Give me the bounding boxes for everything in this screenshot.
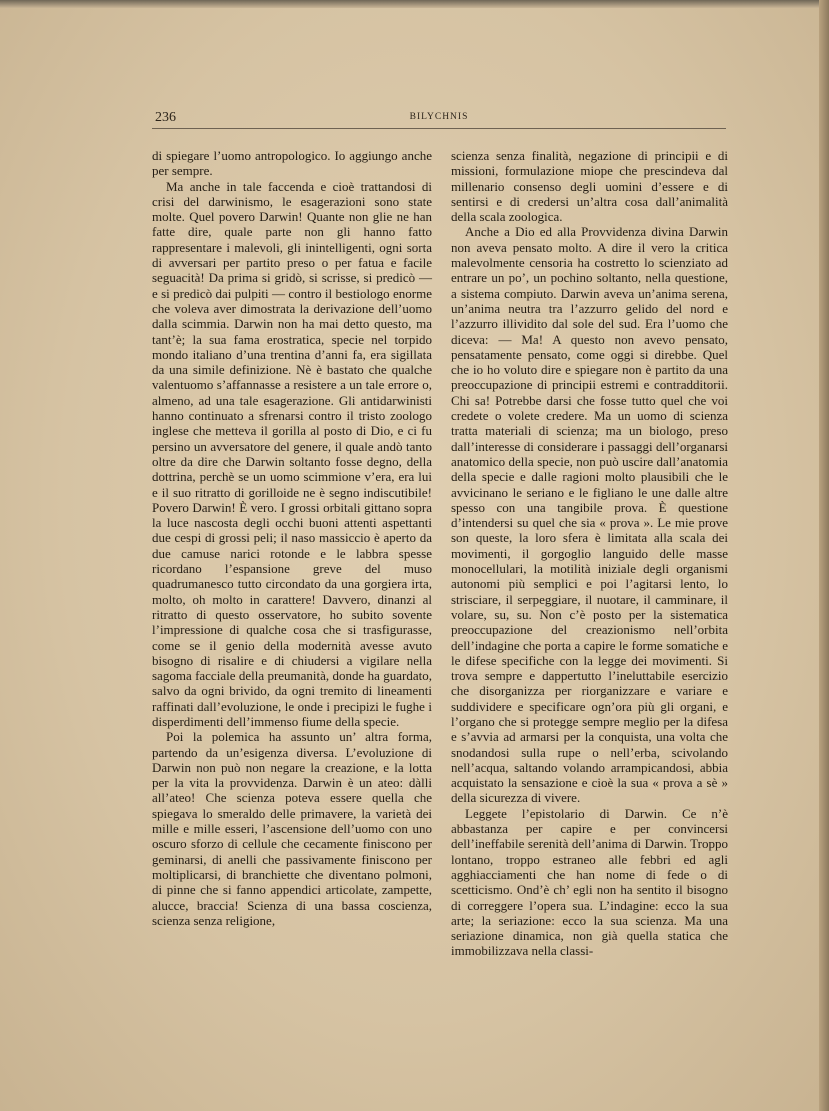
running-title: BILYCHNIS (409, 112, 469, 122)
paragraph: scienza senza finalità, negazione di principii e di missioni, formulazione miope che prescindeva dal millenario consenso degli uomini d’essere e di sentirsi e di credersi un’altra cosa dall’animalità della scala zoologica. (451, 148, 728, 225)
paragraph: Poi la polemica ha assunto un’ altra forma, partendo da un’esigenza diversa. L’evoluzione di Darwin non può non negare la creazione, e la lotta per la vita la provvidenza. Darwin è un ateo: dàlli all’ateo! Che scienza poteva essere quella che spiegava lo smeraldo delle primavere, la varietà dei mille e mille esseri, l’ascensione dell’uomo con uno oscuro sforzo di cellule che cecamente finiscono per geminarsi, di anelli che passivamente finiscono per moltiplicarsi, di branchiette che diventano polmoni, di pinne che si fanno appendici articolate, zampette, alucce, braccia! Scienza di una bassa coscienza, scienza senza religione, (152, 729, 432, 928)
paragraph: di spiegare l’uomo antropologico. Io aggiungo anche per sempre. (152, 148, 432, 179)
paragraph: Ma anche in tale faccenda e cioè trattandosi di crisi del darwinismo, le esagerazioni sono state molte. Quel povero Darwin! Quante non glie ne han fatte dire, quale parte non gli hanno fatto rappresentare i malevoli, gli inintelligenti, ogni sorta di avversari per partito preso o per fatua e facile seguacità! Da prima si gridò, si scrisse, si predicò — e si predicò dai pulpiti — contro il bestiologo enorme che voleva aver dimostrata la derivazione dell’uomo dalla scimmia. Darwin non ha mai detto questo, ma tant’è; la sua fama erostratica, specie nel torpido mondo italiano d’una trentina d’anni fa, era sigillata da una simile definizione. Nè è bastato che qualche valentuomo s’affannasse a resistere a un tale errore o, almeno, ad una tale esagerazione. Gli antidarwinisti hanno continuato a sfrenarsi contro il tristo zoologo inglese che metteva il gorilla al posto di Dio, e ci fu persino un avversatore del genere, il quale andò tanto oltre da dire che Darwin soltanto fosse degno, della dottrina, perchè se un uomo scimmione v’era, era lui e il suo ritratto di gorilloide ne è segno indiscutibile! Povero Darwin! È vero. I grossi orbitali gittano sopra la luce nascosta degli occhi buoni attenti aspettanti due cespi di grossi peli; il naso massiccio è aperto da due camuse narici rotonde e le labbra spesse ricordano l’espansione greve del muso quadrumanesco tutto circondato da una gorgiera irta, molto, oh molto in carattere! Davvero, dinanzi al ritratto di questo osservatore, ho subito sovente l’impressione di qualche cosa che si trasfigurasse, come se il genio della modernità avesse avuto bisogno di risalire e di chiudersi a vigilare nella sagoma facciale della preumanità, donde ha guardato, salvo da ogni brivido, da ogni tremito di lineamenti raffinati dall’evoluzione, le onde i precipizi le fughe i disperdimenti dell’immenso fiume della specie. (152, 178, 432, 729)
page-header (152, 110, 726, 129)
paragraph: Leggete l’epistolario di Darwin. Ce n’è abbastanza per capire e per convincersi dell’ineffabile serenità dell’anima di Darwin. Troppo lontano, troppo estraneo alle febbri ed agli agghiacciamenti che han nome di fede o di scetticismo. Ond’è ch’ egli non ha sentito il bisogno di correggere l’opera sua. L’indagine: ecco la sua arte; la seriazione: ecco la sua scienza. Ma una seriazione dinamica, non già quella statica che immobilizzava nella classi- (451, 805, 728, 959)
left-column (152, 148, 432, 928)
page-top-edge (0, 0, 829, 8)
right-column (451, 148, 728, 959)
page-right-edge (819, 0, 829, 1111)
paragraph: Anche a Dio ed alla Provvidenza divina Darwin non aveva pensato molto. A dire il vero la critica malevolmente censoria ha costretto lo scienziato ad entrare un po’, un pochino soltanto, nella questione, a sistema compiuto. Darwin aveva un’anima serena, un’anima neutra tra l’azzurro gelido del nord e l’azzurro illividito dal sole del sud. Era l’uomo che diceva: — Ma! A questo non avevo pensato, pensatamente pensato, come oggi si direbbe. Quel che io ho voluto dire e spiegare non è partito da una preoccupazione di principii estremi e contradditorii. Chi sa! Potrebbe darsi che fosse tutto quel che voi credete o volete credere. Ma un uomo di scienza tratta materiali di scienza; ma un biologo, preso dall’interesse di considerare i passaggi dell’organarsi anatomico della specie, non può uscire dall’anatomia della specie e dalle ragioni molto plausibili che le avvicinano le seriano e le figliano le une dalle altre spesso con una tangibile prova. È questione d’intendersi su quel che sia « prova ». Le mie prove son queste, la loro sfera è limitata alla scala dei movimenti, il gorgoglio languido delle masse monocellulari, la motilità iniziale degli organismi autonomi più semplici e poi l’agitarsi lento, lo strisciare, il serpeggiare, il nuotare, il camminare, il volare, su, su. Non c’è posto per la sistematica preoccupazione del creazionismo nell’orbita dell’indagine che porta a capire le forme somatiche e le difese specifiche con la legge dei movimenti. Si trova sempre e dappertutto l’ineluttabile esercizio che disorganizza per riorganizzare e variare e suddividere e specificare ogn’ora più gli organi, e l’organo che si protegge sempre meglio per la difesa e s’avvia ad armarsi per la conquista, una volta che snodandosi sulla rupe o nell’erba, scivolando nell’acqua, saltando volando arrampicandosi, abbia acquistato la sensazione e cioè la sua « prova a sè » della sicurezza di vivere. (451, 224, 728, 806)
page-number: 236 (155, 110, 176, 125)
